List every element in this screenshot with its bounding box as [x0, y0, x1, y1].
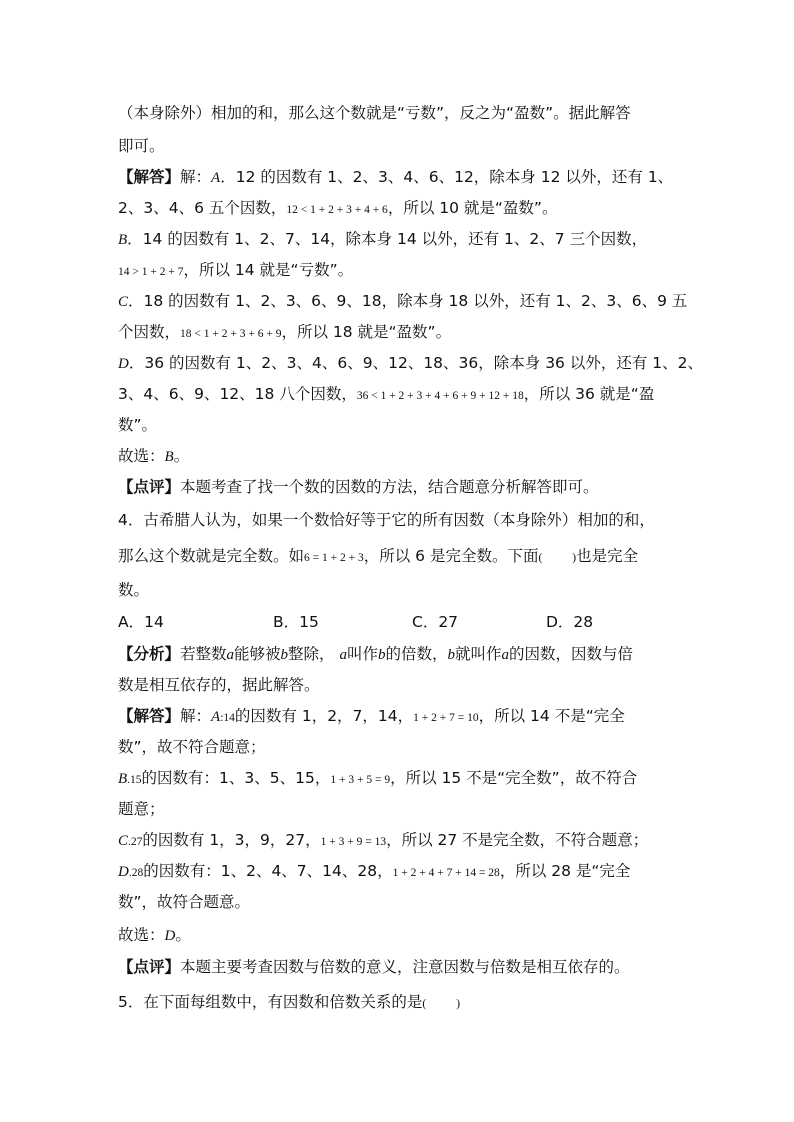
text: ，所以 15 不是“完全数”，故不符合: [390, 769, 638, 787]
text: 2、3、4、6 五个因数，: [118, 199, 287, 217]
text: 即可。: [118, 137, 165, 155]
q3-solution-line-8: [118, 384, 654, 406]
text: （本身除外）相加的和，那么这个数就是“亏数”，反之为“盈数”。据此解答: [118, 104, 631, 122]
text: ．36 的因数有 1、2、3、4、6、9、12、18、36，除本身 36 以外，还有 1、2、: [128, 354, 703, 372]
text: 故选：: [118, 926, 165, 944]
q4-solution-line-4: [118, 799, 165, 819]
formula: 6 = 1 + 2 + 3: [304, 552, 364, 564]
text: 5．在下面每组数中，有因数和倍数关系的是: [118, 993, 423, 1011]
answer-letter: D: [164, 928, 176, 944]
formula: 12 < 1 + 2 + 3 + 4 + 6: [286, 204, 388, 216]
paren-open: (: [422, 998, 427, 1010]
text: ，所以 10 就是“盈数”。: [387, 199, 558, 217]
option-letter: C: [118, 833, 129, 849]
text: ，所以 14 不是“完全: [478, 707, 625, 725]
text: 3、4、6、9、12、18 八个因数，: [118, 385, 357, 403]
text: 的因数有 1，3，9，27，: [142, 831, 321, 849]
text: 数是相互依存的，据此解答。: [118, 676, 320, 694]
text: 。: [175, 926, 191, 944]
q3-comment: [118, 477, 599, 497]
analysis-line-1: [118, 103, 631, 123]
option-number: .28: [128, 867, 144, 879]
text: 数”，故不符合题意；: [118, 738, 266, 756]
formula: 1 + 2 + 7 = 10: [413, 712, 479, 724]
paren-close: ): [572, 552, 577, 564]
text: 就叫作: [455, 645, 502, 663]
option-letter: C: [118, 294, 129, 310]
option-c: C．27: [412, 613, 459, 631]
variable-b: b: [447, 647, 456, 663]
text: 那么这个数就是完全数。如: [118, 547, 305, 565]
q3-solution-line-3: [118, 229, 647, 250]
variable-b: b: [378, 647, 386, 663]
text: 题意；: [118, 800, 165, 818]
option-letter: A: [211, 709, 221, 725]
option-letter: B: [118, 232, 128, 248]
option-number: :14: [220, 712, 235, 724]
text: 本题主要考查因数与倍数的意义，注意因数与倍数是相互依存的。: [180, 958, 630, 976]
comment-tag: 【点评】: [118, 958, 181, 976]
text: 的因数有：1、2、4、7、14、28，: [143, 862, 393, 880]
text: 解：: [180, 707, 212, 725]
q4-options: [118, 612, 678, 632]
text: 的倍数，: [385, 645, 448, 663]
text: 本题考查了找一个数的因数的方法，结合题意分析解答即可。: [180, 478, 599, 496]
formula: 18 < 1 + 2 + 3 + 6 + 9: [180, 328, 282, 340]
formula: 1 + 2 + 4 + 7 + 14 = 28: [392, 867, 500, 879]
text: 整除，: [288, 645, 335, 663]
q4-answer: [118, 925, 191, 946]
q4-solution-line-6: [118, 861, 630, 883]
answer-letter: B: [164, 449, 174, 465]
text: 的因数，因数与倍: [509, 645, 634, 663]
text: ．12 的因数有 1、2、3、4、6、12，除本身 12 以外，还有 1、: [220, 168, 674, 186]
q4-comment: [118, 957, 630, 977]
option-letter: A: [211, 170, 221, 186]
text: 数。: [118, 581, 150, 599]
text: 能够被: [234, 645, 281, 663]
variable-b: b: [280, 647, 289, 663]
text: ．14 的因数有 1、2、7、14，除本身 14 以外，还有 1、2、7 三个因数，: [127, 230, 648, 248]
text: ，所以 14 就是“亏数”。: [183, 261, 354, 279]
variable-a: a: [226, 647, 235, 663]
text: 解：: [180, 168, 212, 186]
text: ，所以 6 是完全数。下面: [363, 547, 539, 565]
option-a: A．14: [118, 613, 164, 631]
q4-analysis-line-2: [118, 675, 320, 695]
text: 个因数，: [118, 323, 181, 341]
q3-solution-line-1: [118, 167, 673, 188]
q4-solution-line-7: [118, 892, 250, 912]
formula: 1 + 3 + 9 = 13: [320, 836, 387, 848]
q4-solution-line-3: [118, 768, 637, 790]
option-number: .15: [127, 774, 142, 786]
q4-stem-line-2: [118, 546, 638, 568]
variable-a: a: [339, 647, 347, 663]
text: ，所以 36 就是“盈: [523, 385, 655, 403]
q5-stem: [118, 992, 460, 1014]
comment-tag: 【点评】: [118, 478, 181, 496]
q3-solution-line-2: [118, 198, 557, 220]
q3-solution-line-9: [118, 415, 157, 435]
text: ，所以 28 是“完全: [499, 862, 631, 880]
q3-solution-line-4: [118, 260, 353, 282]
q4-solution-line-1: [118, 706, 625, 728]
q3-solution-line-5: [118, 291, 687, 312]
option-d: D．28: [546, 613, 594, 631]
text: ，所以 27 不是完全数，不符合题意；: [386, 831, 649, 849]
text: 若整数: [180, 645, 227, 663]
formula: 14 > 1 + 2 + 7: [118, 266, 184, 278]
q4-analysis-line-1: [118, 644, 633, 665]
option-b: B．15: [273, 613, 319, 631]
solution-tag: 【解答】: [118, 707, 181, 725]
paren-close: ): [456, 998, 461, 1010]
text: 也是完全: [576, 547, 639, 565]
text: 4．古希腊人认为，如果一个数恰好等于它的所有因数（本身除外）相加的和，: [118, 511, 655, 529]
text: ．18 的因数有 1、2、3、6、9、18，除本身 18 以外，还有 1、2、3、6、9 五: [128, 292, 688, 310]
text: 的因数有：1、3、5、15，: [141, 769, 331, 787]
formula: 1 + 3 + 5 = 9: [330, 774, 391, 786]
solution-tag: 【解答】: [118, 168, 181, 186]
text: 。: [173, 447, 190, 465]
q4-stem-line-1: [118, 510, 655, 530]
option-letter: D: [118, 356, 129, 372]
text: 数”。: [118, 416, 158, 434]
analysis-tag: 【分析】: [118, 645, 181, 663]
q4-stem-line-3: [118, 580, 149, 600]
q4-solution-line-2: [118, 737, 266, 757]
text: 的因数有 1，2，7，14，: [234, 707, 414, 725]
option-letter: B: [118, 771, 128, 787]
variable-a: a: [501, 647, 510, 663]
text: ，所以 18 就是“盈数”。: [281, 323, 452, 341]
q3-solution-line-7: [118, 353, 703, 374]
text: 故选：: [118, 447, 165, 465]
text: 叫作: [347, 645, 379, 663]
option-letter: D: [118, 864, 129, 880]
q3-answer: [118, 446, 189, 467]
formula: 36 < 1 + 2 + 3 + 4 + 6 + 9 + 12 + 18: [356, 390, 524, 402]
option-number: .27: [128, 836, 143, 848]
analysis-line-2: [118, 136, 165, 156]
q3-solution-line-6: [118, 322, 451, 344]
text: 数”，故符合题意。: [118, 893, 251, 911]
paren-open: (: [538, 552, 543, 564]
q4-solution-line-5: [118, 830, 648, 852]
